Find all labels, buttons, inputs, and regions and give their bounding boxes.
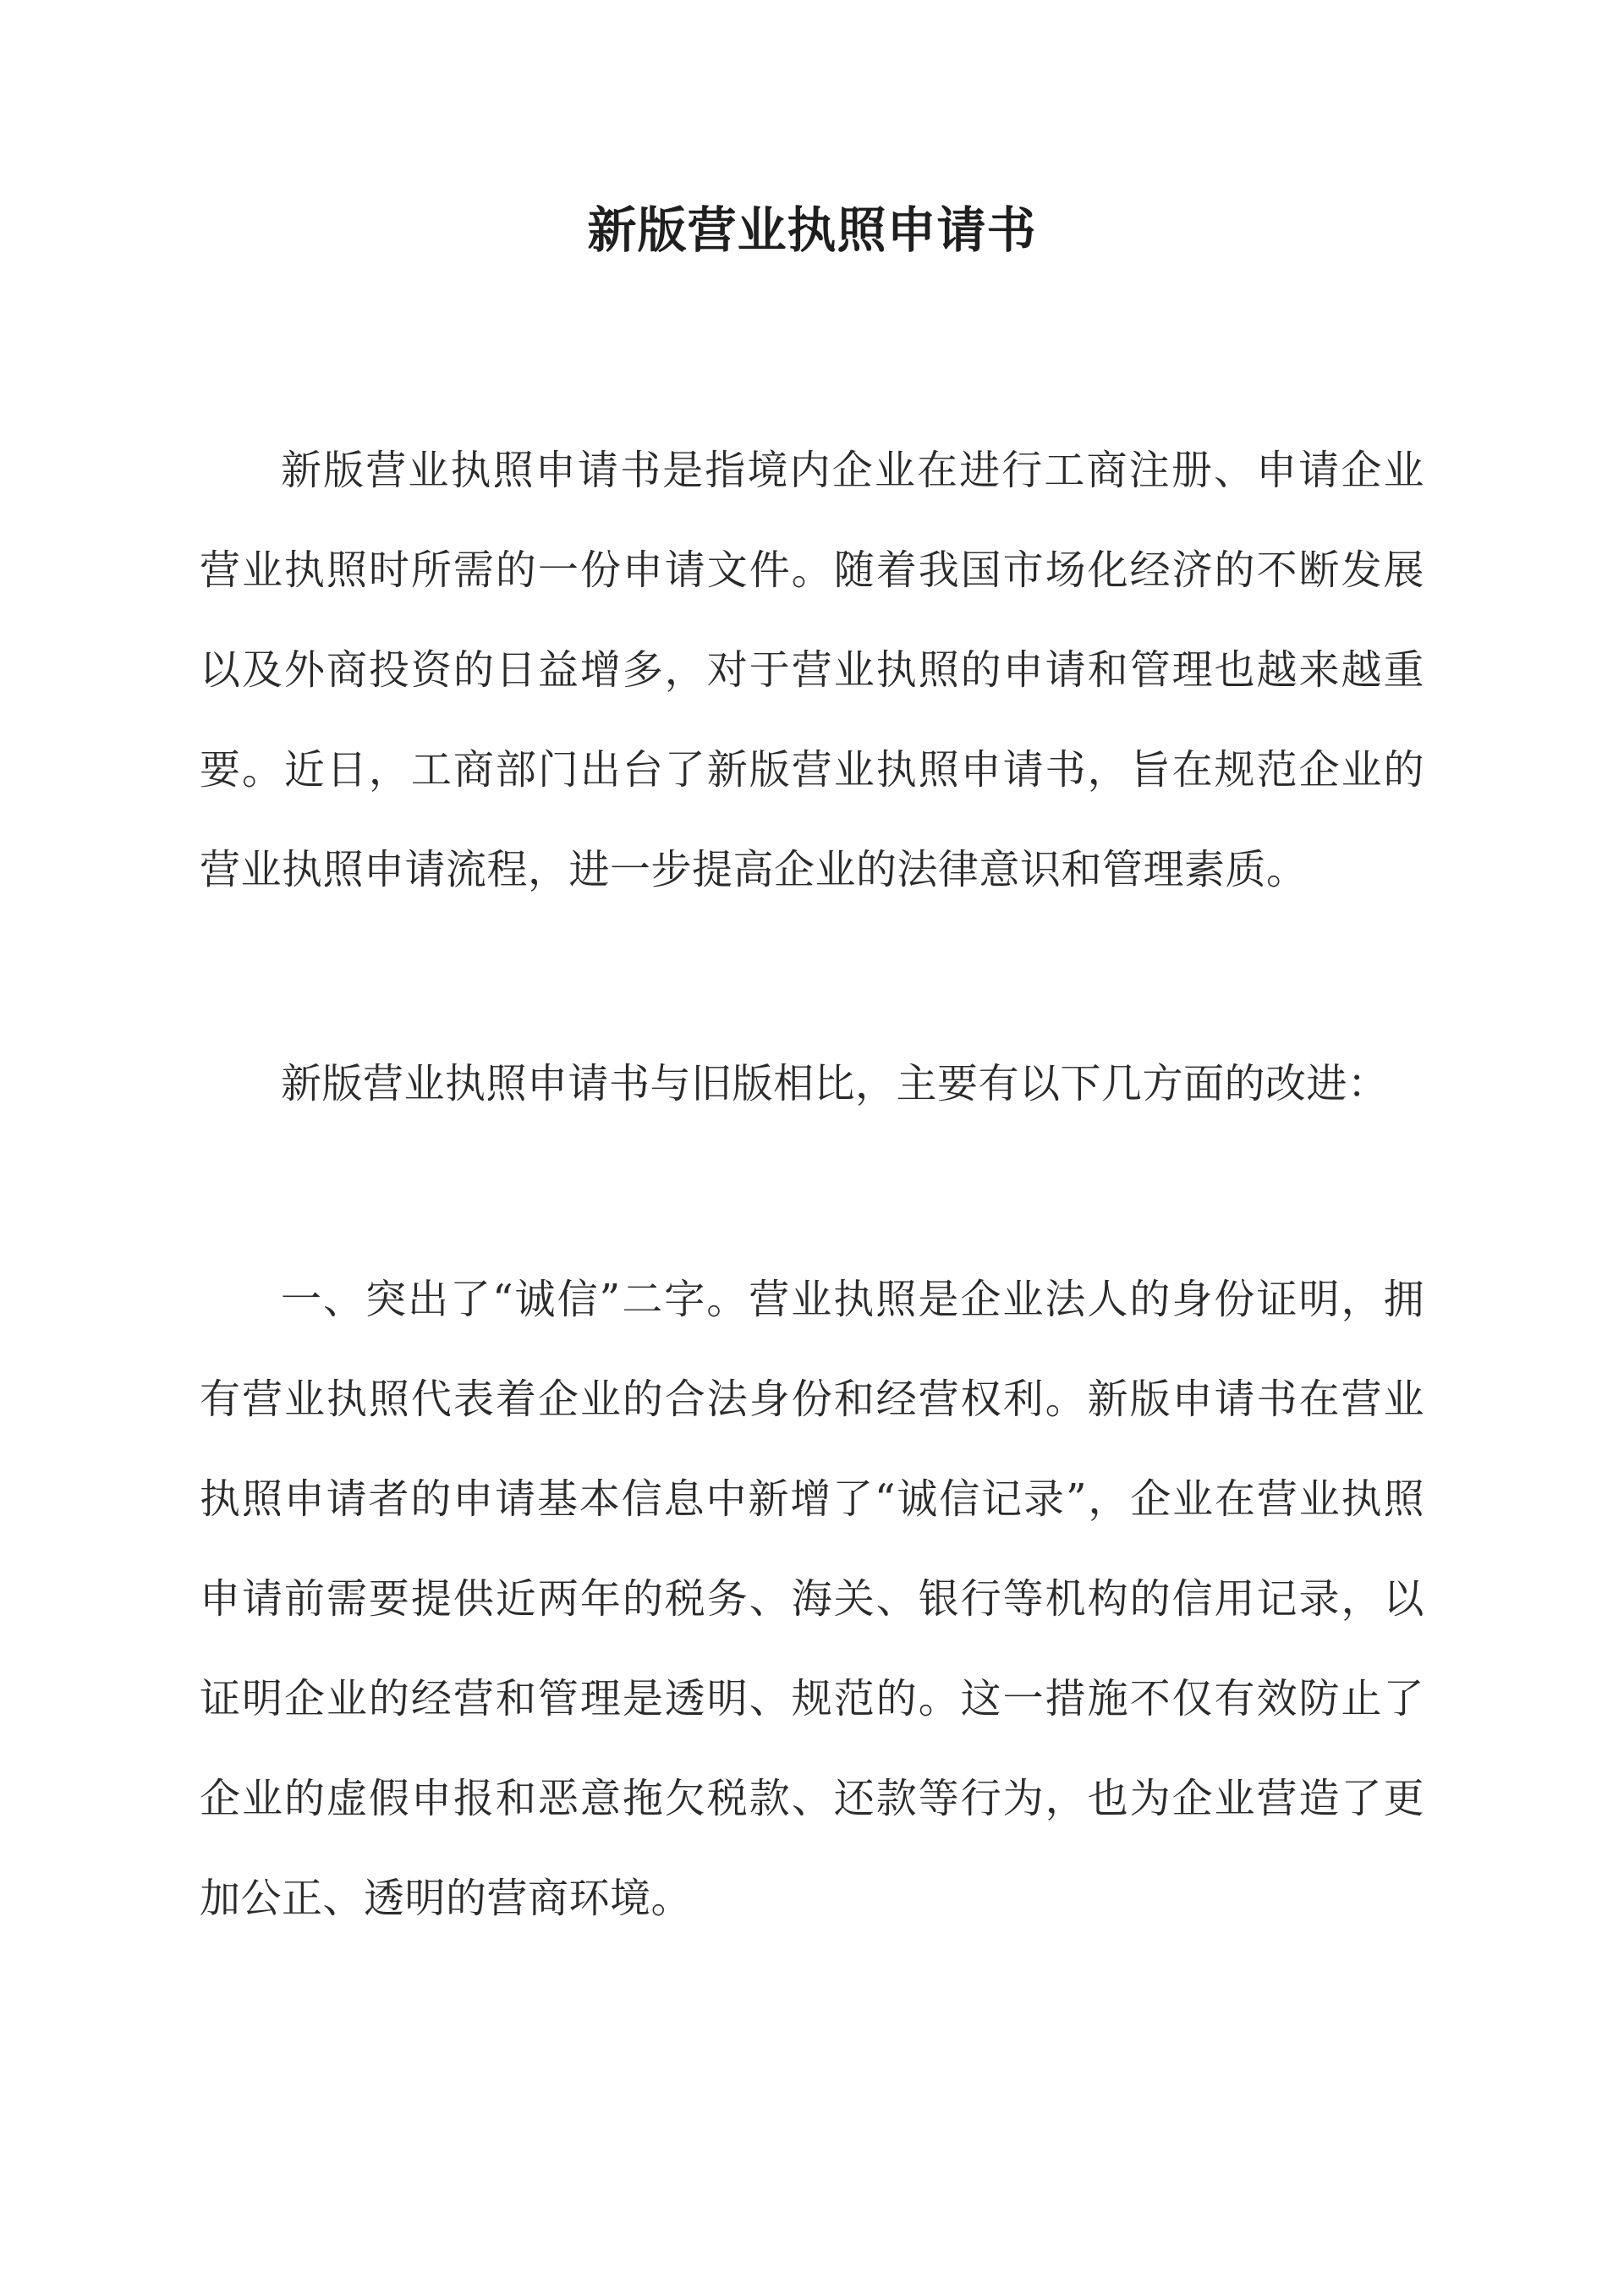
paragraph-point-one: 一、突出了“诚信”二字。营业执照是企业法人的身份证明，拥有营业执照代表着企业的合法身份和经营权利。新版申请书在营业执照申请者的申请基本信息中新增了“诚信记录”，企业在营业执照申请前需要提供近两年的税务、海关、银行等机构的信用记录，以证明企业的经营和管理是透明、规范的。这一措施不仅有效防止了企业的虚假申报和恶意拖欠税款、还款等行为，也为企业营造了更加公正、透明的营商环境。	[200, 1276, 1424, 1922]
paragraph-introduction: 新版营业执照申请书是指境内企业在进行工商注册、申请企业营业执照时所需的一份申请文件。随着我国市场化经济的不断发展以及外商投资的日益增多，对于营业执照的申请和管理也越来越重要。近日，工商部门出台了新版营业执照申请书，旨在规范企业的营业执照申请流程，进一步提高企业的法律意识和管理素质。	[200, 447, 1424, 893]
document-title: 新版营业执照申请书	[587, 201, 1037, 259]
paragraph-improvements-intro: 新版营业执照申请书与旧版相比，主要有以下几方面的改进：	[281, 1060, 1389, 1107]
